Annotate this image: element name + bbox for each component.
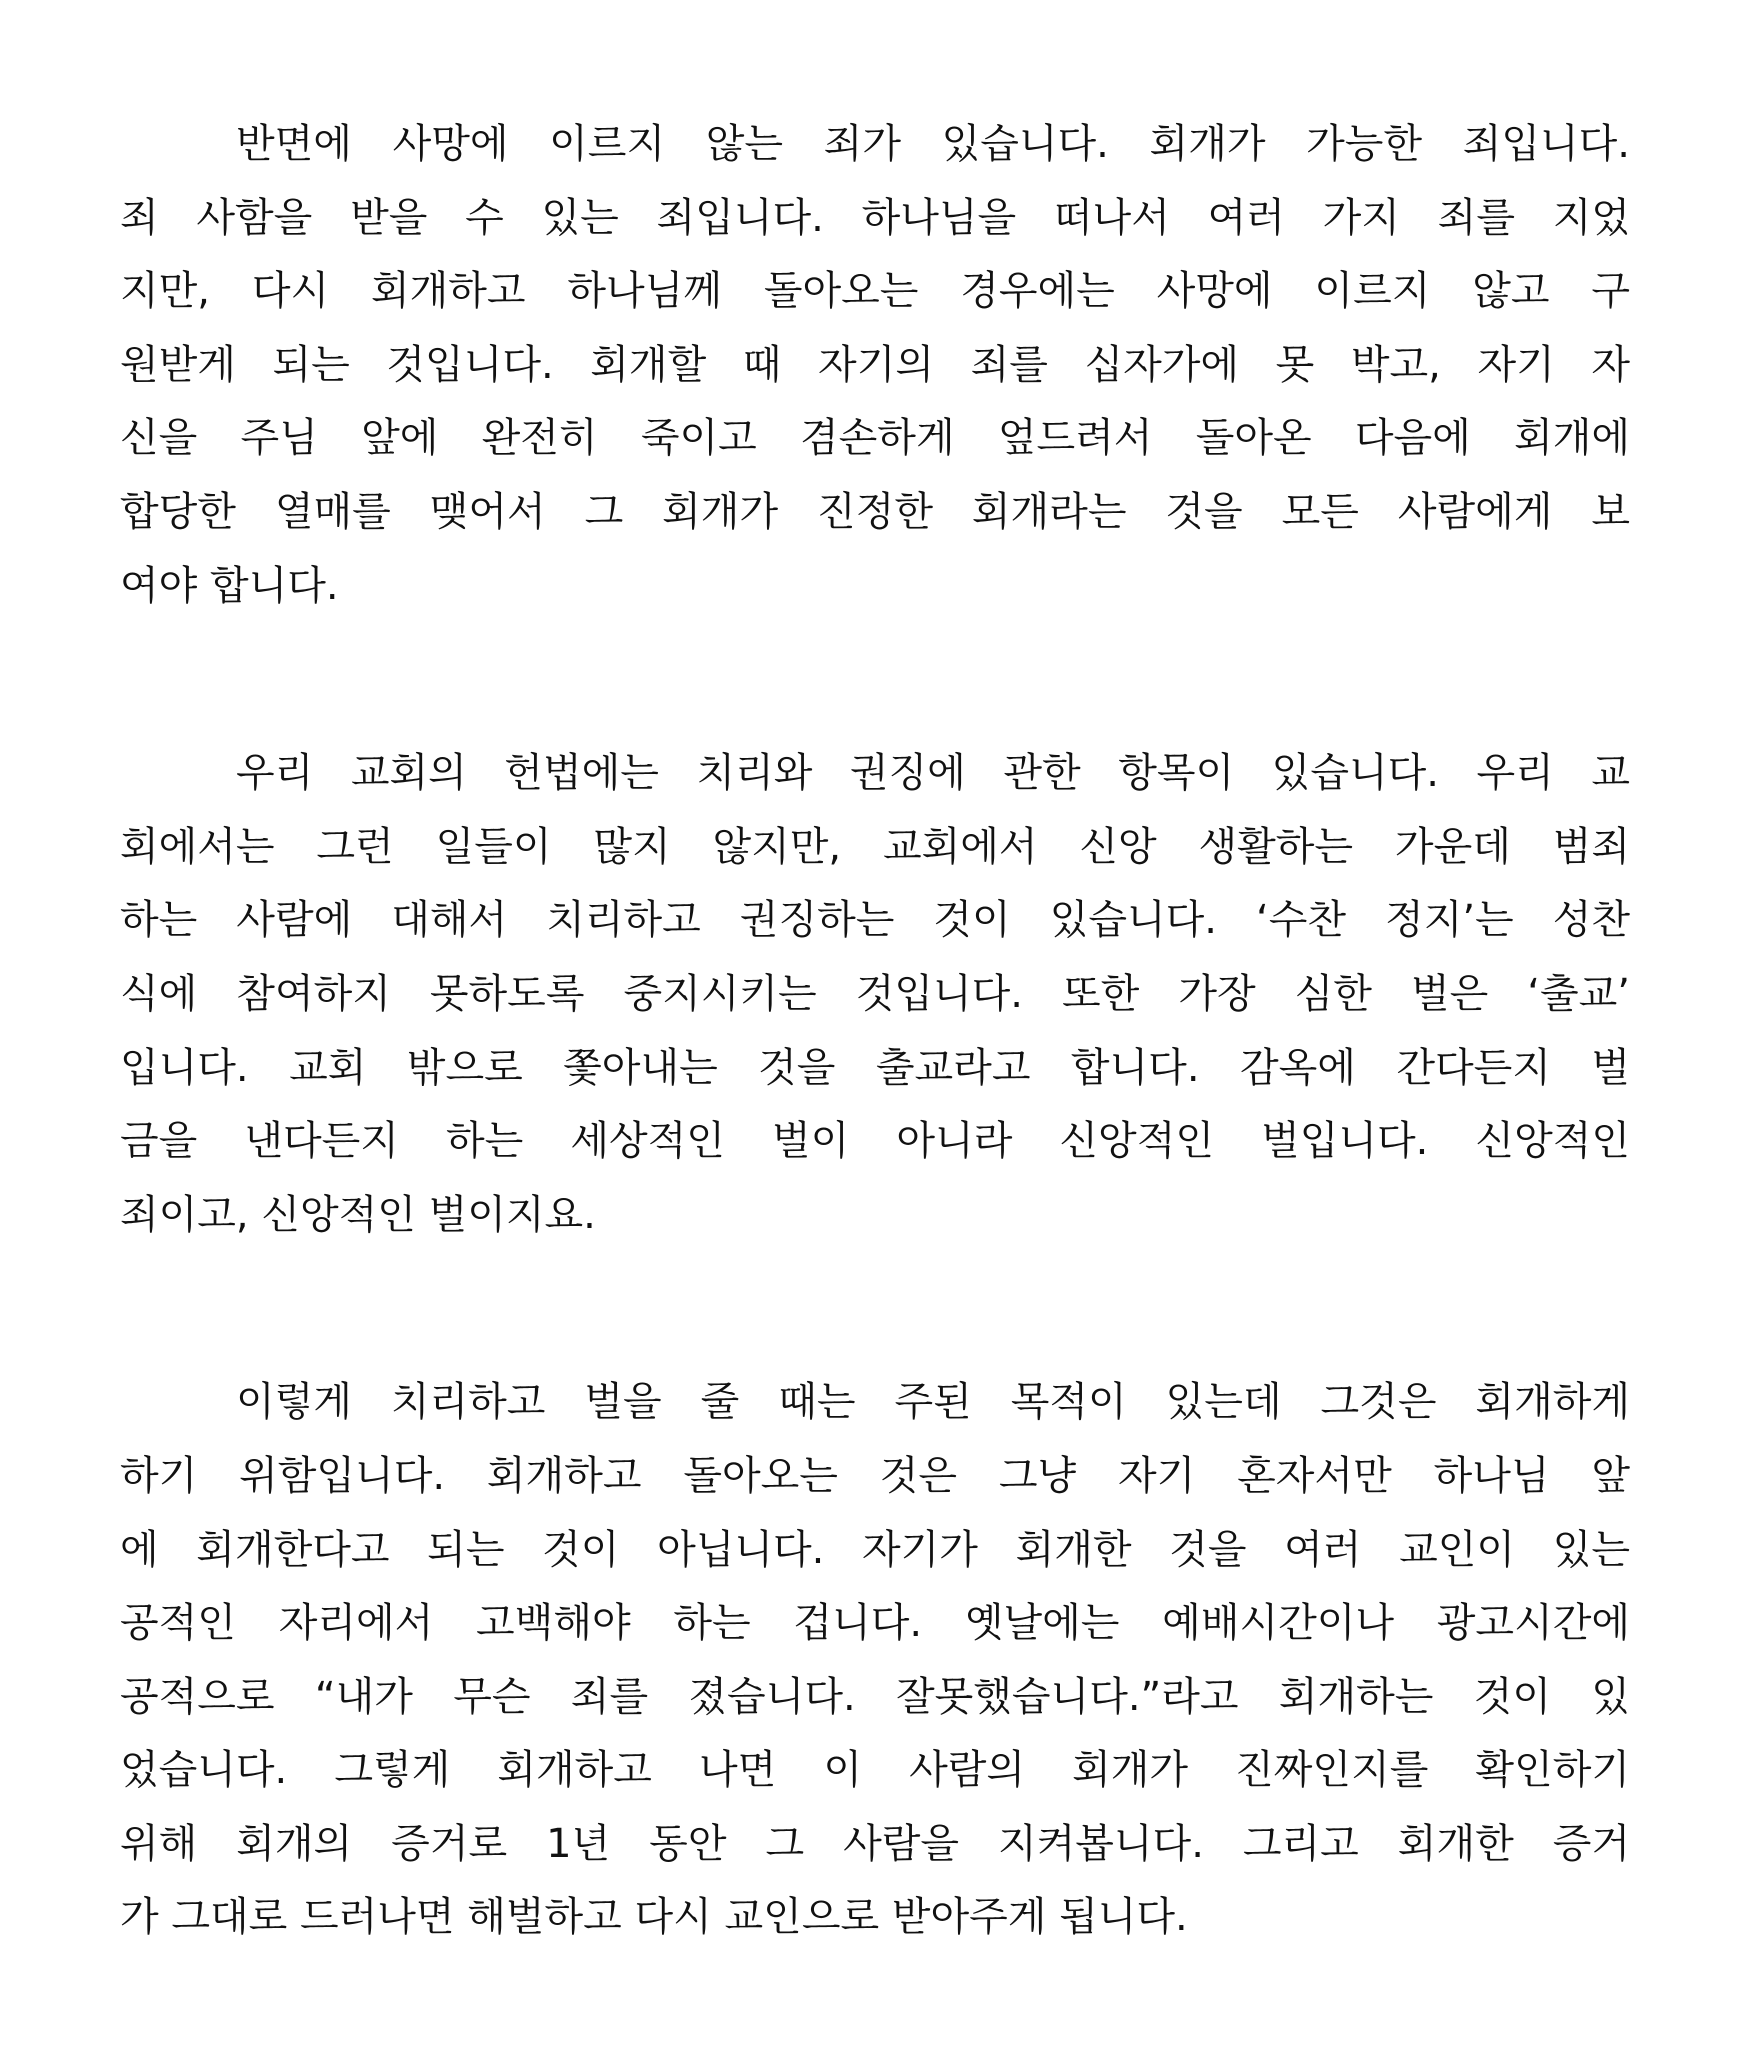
text-line: 공적인 자리에서 고백해야 하는 겁니다. 옛날에는 예배시간이나 광고시간에 [120, 1600, 1630, 1647]
text-line: 하는 사람에 대해서 치리하고 권징하는 것이 있습니다. ‘수찬 정지’는 성찬 [120, 897, 1630, 944]
text-line: 회에서는 그런 일들이 많지 않지만, 교회에서 신앙 생활하는 가운데 범죄 [120, 823, 1630, 870]
text-line: 합당한 열매를 맺어서 그 회개가 진정한 회개라는 것을 모든 사람에게 보 [120, 488, 1630, 535]
paragraph-2 [120, 737, 1630, 1252]
text-line: 었습니다. 그렇게 회개하고 나면 이 사람의 회개가 진짜인지를 확인하기 [120, 1747, 1630, 1794]
text-line: 입니다. 교회 밖으로 쫓아내는 것을 출교라고 합니다. 감옥에 간다든지 벌 [120, 1044, 1630, 1091]
text-line: 여야 합니다. [120, 562, 339, 609]
document-page [120, 108, 1630, 2069]
text-line: 우리 교회의 헌법에는 치리와 권징에 관한 항목이 있습니다. 우리 교 [236, 750, 1630, 797]
text-line: 금을 낸다든지 하는 세상적인 벌이 아니라 신앙적인 벌입니다. 신앙적인 [120, 1118, 1630, 1165]
text-line: 위해 회개의 증거로 1년 동안 그 사람을 지켜봅니다. 그리고 회개한 증거 [120, 1820, 1630, 1867]
text-line: 에 회개한다고 되는 것이 아닙니다. 자기가 회개한 것을 여러 교인이 있는 [120, 1526, 1630, 1573]
text-line: 죄 사함을 받을 수 있는 죄입니다. 하나님을 떠나서 여러 가지 죄를 지었 [120, 194, 1630, 241]
text-line: 공적으로 “내가 무슨 죄를 졌습니다. 잘못했습니다.”라고 회개하는 것이 있 [120, 1673, 1630, 1720]
text-line: 반면에 사망에 이르지 않는 죄가 있습니다. 회개가 가능한 죄입니다. [236, 121, 1630, 167]
text-line: 이렇게 치리하고 벌을 줄 때는 주된 목적이 있는데 그것은 회개하게 [236, 1379, 1630, 1426]
text-line: 가 그대로 드러나면 해벌하고 다시 교인으로 받아주게 됩니다. [120, 1894, 1188, 1941]
text-line: 죄이고, 신앙적인 벌이지요. [120, 1191, 596, 1238]
text-line: 하기 위함입니다. 회개하고 돌아오는 것은 그냥 자기 혼자서만 하나님 앞 [120, 1452, 1630, 1499]
text-line: 신을 주님 앞에 완전히 죽이고 겸손하게 엎드려서 돌아온 다음에 회개에 [120, 415, 1630, 462]
paragraph-3 [120, 1366, 1630, 1955]
text-line: 지만, 다시 회개하고 하나님께 돌아오는 경우에는 사망에 이르지 않고 구 [120, 268, 1630, 315]
text-line: 식에 참여하지 못하도록 중지시키는 것입니다. 또한 가장 심한 벌은 ‘출교’ [120, 970, 1630, 1017]
text-line: 원받게 되는 것입니다. 회개할 때 자기의 죄를 십자가에 못 박고, 자기 자 [120, 341, 1630, 388]
paragraph-1 [120, 108, 1630, 623]
